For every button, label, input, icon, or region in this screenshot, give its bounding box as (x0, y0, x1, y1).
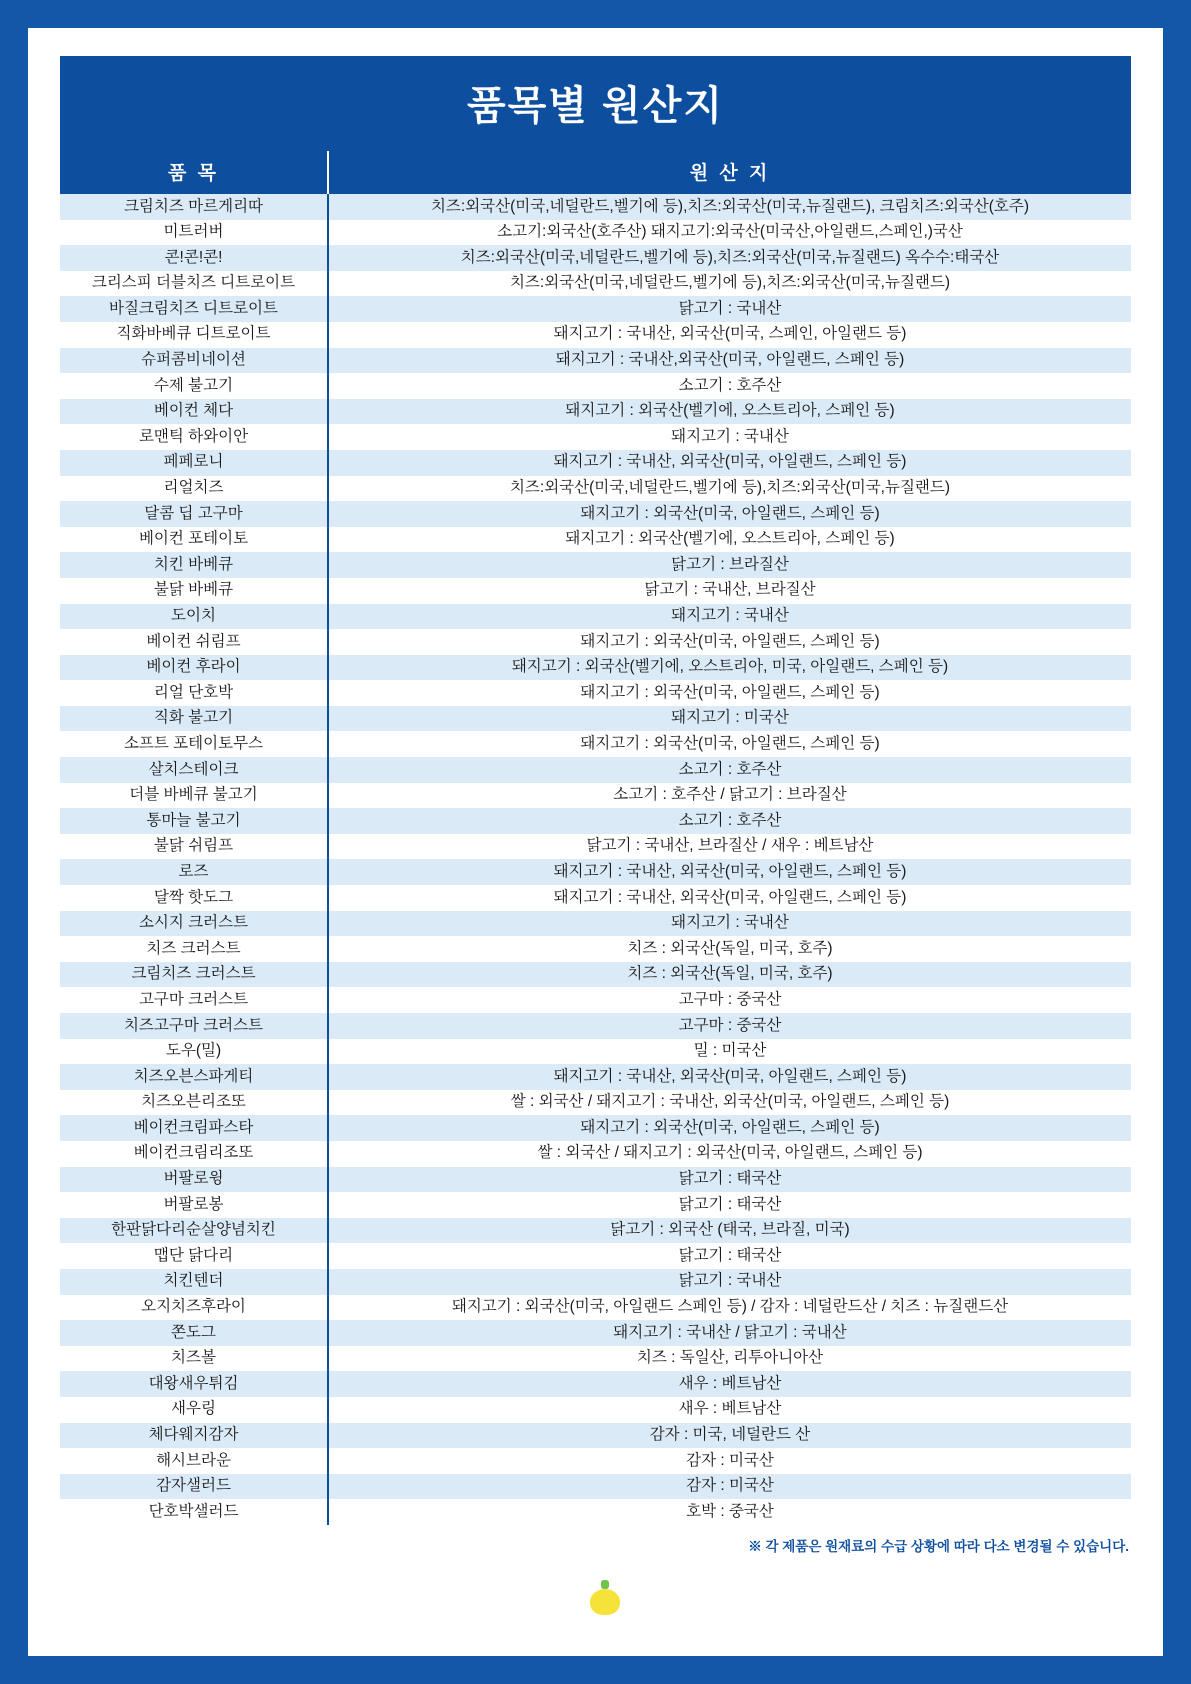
cell-origin: 돼지고기 : 국내산 (328, 911, 1131, 937)
cell-item: 대왕새우튀김 (60, 1371, 328, 1397)
cell-origin: 닭고기 : 국내산 (328, 296, 1131, 322)
cell-item: 도이치 (60, 604, 328, 630)
origin-table (60, 151, 1131, 1525)
table-row (60, 424, 1131, 450)
content-sheet (28, 28, 1163, 1656)
table-row (60, 220, 1131, 246)
cell-origin: 치즈:외국산(미국,네덜란드,벨기에 등),치즈:외국산(미국,뉴질랜드) 옥수수:태국산 (328, 245, 1131, 271)
cell-item: 페페로니 (60, 450, 328, 476)
cell-item: 버팔로윙 (60, 1167, 328, 1193)
cell-item: 달짝 핫도그 (60, 885, 328, 911)
cell-origin: 닭고기 : 브라질산 (328, 552, 1131, 578)
table-row (60, 373, 1131, 399)
table-row (60, 731, 1131, 757)
cell-item: 베이컨 쉬림프 (60, 629, 328, 655)
cell-item: 크리스피 더블치즈 디트로이트 (60, 271, 328, 297)
cell-item: 치즈오븐스파게티 (60, 1064, 328, 1090)
table-row (60, 1039, 1131, 1065)
cell-item: 치즈오븐리조또 (60, 1090, 328, 1116)
table-row (60, 962, 1131, 988)
cell-item: 로맨틱 하와이안 (60, 424, 328, 450)
table-row (60, 450, 1131, 476)
cell-item: 베이컨크림파스타 (60, 1115, 328, 1141)
cell-origin: 돼지고기 : 외국산(벨기에, 오스트리아, 스페인 등) (328, 527, 1131, 553)
table-row (60, 1013, 1131, 1039)
cell-item: 불닭 쉬림프 (60, 834, 328, 860)
cell-origin: 닭고기 : 태국산 (328, 1243, 1131, 1269)
cell-origin: 돼지고기 : 국내산, 외국산(미국, 아일랜드, 스페인 등) (328, 1064, 1131, 1090)
page-title: 품목별 원산지 (60, 56, 1131, 151)
cell-origin: 돼지고기 : 외국산(벨기에, 오스트리아, 스페인 등) (328, 399, 1131, 425)
cell-item: 감자샐러드 (60, 1474, 328, 1500)
cell-item: 치즈 크러스트 (60, 936, 328, 962)
cell-item: 한판닭다리순살양념치킨 (60, 1218, 328, 1244)
table-row (60, 706, 1131, 732)
cell-origin: 돼지고기 : 국내산, 외국산(미국, 스페인, 아일랜드 등) (328, 322, 1131, 348)
table-body (60, 194, 1131, 1525)
table-row (60, 1397, 1131, 1423)
table-row (60, 604, 1131, 630)
table-row (60, 1269, 1131, 1295)
table-row (60, 1474, 1131, 1500)
cell-origin: 돼지고기 : 국내산, 외국산(미국, 아일랜드, 스페인 등) (328, 885, 1131, 911)
table-row (60, 1371, 1131, 1397)
cell-origin: 돼지고기 : 국내산, 외국산(미국, 아일랜드, 스페인 등) (328, 450, 1131, 476)
cell-item: 살치스테이크 (60, 757, 328, 783)
cell-origin: 돼지고기 : 외국산(미국, 아일랜드, 스페인 등) (328, 680, 1131, 706)
table-row (60, 655, 1131, 681)
cell-origin: 닭고기 : 태국산 (328, 1192, 1131, 1218)
table-row (60, 1192, 1131, 1218)
table-row (60, 1295, 1131, 1321)
cell-origin: 고구마 : 중국산 (328, 987, 1131, 1013)
cell-item: 불닭 바베큐 (60, 578, 328, 604)
table-row (60, 501, 1131, 527)
cell-item: 쫀도그 (60, 1320, 328, 1346)
cell-item: 맵단 닭다리 (60, 1243, 328, 1269)
table-row (60, 194, 1131, 220)
cell-origin: 치즈 : 외국산(독일, 미국, 호주) (328, 936, 1131, 962)
cell-item: 새우링 (60, 1397, 328, 1423)
cell-item: 리얼 단호박 (60, 680, 328, 706)
cell-origin: 감자 : 미국산 (328, 1448, 1131, 1474)
cell-item: 수제 불고기 (60, 373, 328, 399)
cell-item: 소프트 포테이토무스 (60, 731, 328, 757)
cell-origin: 돼지고기 : 외국산(미국, 아일랜드, 스페인 등) (328, 501, 1131, 527)
cell-origin: 호박 : 중국산 (328, 1499, 1131, 1525)
cell-item: 크림치즈 마르게리따 (60, 194, 328, 220)
table-row (60, 348, 1131, 374)
table-row (60, 1090, 1131, 1116)
cell-item: 치킨 바베큐 (60, 552, 328, 578)
cell-origin: 돼지고기 : 국내산 / 닭고기 : 국내산 (328, 1320, 1131, 1346)
cell-origin: 돼지고기 : 국내산 (328, 424, 1131, 450)
table-row (60, 527, 1131, 553)
cell-item: 치즈볼 (60, 1346, 328, 1372)
cell-item: 크림치즈 크러스트 (60, 962, 328, 988)
cell-item: 오지치즈후라이 (60, 1295, 328, 1321)
cell-origin: 돼지고기 : 국내산 (328, 604, 1131, 630)
cell-origin: 소고기 : 호주산 (328, 373, 1131, 399)
table-header (60, 151, 1131, 194)
cell-item: 버팔로봉 (60, 1192, 328, 1218)
cell-item: 슈퍼콤비네이션 (60, 348, 328, 374)
cell-item: 해시브라운 (60, 1448, 328, 1474)
table-row (60, 680, 1131, 706)
cell-item: 베이컨 후라이 (60, 655, 328, 681)
cell-origin: 쌀 : 외국산 / 돼지고기 : 외국산(미국, 아일랜드, 스페인 등) (328, 1141, 1131, 1167)
table-row (60, 1064, 1131, 1090)
cell-origin: 새우 : 베트남산 (328, 1397, 1131, 1423)
brand-name: A PIZZA HOUSE (423, 1578, 768, 1635)
table-row (60, 757, 1131, 783)
cell-origin: 치즈:외국산(미국,네덜란드,벨기에 등),치즈:외국산(미국,뉴질랜드) (328, 271, 1131, 297)
table-row (60, 859, 1131, 885)
cell-item: 바질크림치즈 디트로이트 (60, 296, 328, 322)
table-row (60, 1243, 1131, 1269)
brand-logo (0, 1578, 1191, 1658)
cell-item: 로즈 (60, 859, 328, 885)
cell-origin: 쌀 : 외국산 / 돼지고기 : 국내산, 외국산(미국, 아일랜드, 스페인 등) (328, 1090, 1131, 1116)
cell-origin: 돼지고기 : 국내산,외국산(미국, 아일랜드, 스페인 등) (328, 348, 1131, 374)
table-row (60, 1320, 1131, 1346)
cell-item: 베이컨 포테이토 (60, 527, 328, 553)
table-row (60, 1346, 1131, 1372)
cell-origin: 돼지고기 : 외국산(미국, 아일랜드, 스페인 등) (328, 731, 1131, 757)
table-row (60, 987, 1131, 1013)
column-header-origin: 원 산 지 (328, 151, 1131, 194)
cell-origin: 밀 : 미국산 (328, 1039, 1131, 1065)
cell-item: 더블 바베큐 불고기 (60, 783, 328, 809)
footnote: ※ 각 제품은 원재료의 수급 상황에 따라 다소 변경될 수 있습니다. (748, 1538, 1129, 1554)
table-row (60, 936, 1131, 962)
cell-item: 미트러버 (60, 220, 328, 246)
table-row (60, 245, 1131, 271)
cell-item: 도우(밀) (60, 1039, 328, 1065)
cell-origin: 소고기 : 호주산 (328, 808, 1131, 834)
cell-item: 치킨텐더 (60, 1269, 328, 1295)
cell-origin: 소고기 : 호주산 / 닭고기 : 브라질산 (328, 783, 1131, 809)
cell-item: 리얼치즈 (60, 476, 328, 502)
table-header-row (60, 151, 1131, 194)
table-row (60, 1423, 1131, 1449)
cell-origin: 치즈:외국산(미국,네덜란드,벨기에 등),치즈:외국산(미국,뉴질랜드), 크림치즈:외국산(호주) (328, 194, 1131, 220)
table-row (60, 1141, 1131, 1167)
table-row (60, 1115, 1131, 1141)
table-row (60, 399, 1131, 425)
cell-origin: 새우 : 베트남산 (328, 1371, 1131, 1397)
cell-item: 달콤 딥 고구마 (60, 501, 328, 527)
cell-item: 단호박샐러드 (60, 1499, 328, 1525)
cell-item: 치즈고구마 크러스트 (60, 1013, 328, 1039)
cell-item: 베이컨 체다 (60, 399, 328, 425)
cell-item: 콘!콘!콘! (60, 245, 328, 271)
table-row (60, 476, 1131, 502)
cell-item: 베이컨크림리조또 (60, 1141, 328, 1167)
cell-item: 통마늘 불고기 (60, 808, 328, 834)
column-header-item: 품 목 (60, 151, 328, 194)
cell-origin: 감자 : 미국산 (328, 1474, 1131, 1500)
brand-sub: 피자파는집 (556, 1640, 635, 1657)
cell-origin: 소고기 : 호주산 (328, 757, 1131, 783)
table-row (60, 552, 1131, 578)
cell-item: 직화 불고기 (60, 706, 328, 732)
table-row (60, 885, 1131, 911)
cell-origin: 치즈 : 독일산, 리투아니아산 (328, 1346, 1131, 1372)
cell-origin: 닭고기 : 국내산, 브라질산 / 새우 : 베트남산 (328, 834, 1131, 860)
table-row (60, 1448, 1131, 1474)
cell-origin: 닭고기 : 태국산 (328, 1167, 1131, 1193)
cell-origin: 돼지고기 : 미국산 (328, 706, 1131, 732)
table-row (60, 296, 1131, 322)
cell-origin: 닭고기 : 외국산 (태국, 브라질, 미국) (328, 1218, 1131, 1244)
table-row (60, 834, 1131, 860)
cell-origin: 돼지고기 : 외국산(미국, 아일랜드, 스페인 등) (328, 1115, 1131, 1141)
cell-origin: 치즈 : 외국산(독일, 미국, 호주) (328, 962, 1131, 988)
pizza-face-icon (581, 1578, 629, 1626)
table-row (60, 271, 1131, 297)
cell-item: 체다웨지감자 (60, 1423, 328, 1449)
cell-origin: 치즈:외국산(미국,네덜란드,벨기에 등),치즈:외국산(미국,뉴질랜드) (328, 476, 1131, 502)
table-row (60, 322, 1131, 348)
table-row (60, 911, 1131, 937)
table-row (60, 808, 1131, 834)
cell-origin: 닭고기 : 국내산 (328, 1269, 1131, 1295)
cell-origin: 닭고기 : 국내산, 브라질산 (328, 578, 1131, 604)
cell-origin: 돼지고기 : 국내산, 외국산(미국, 아일랜드, 스페인 등) (328, 859, 1131, 885)
table-row (60, 578, 1131, 604)
cell-origin: 고구마 : 중국산 (328, 1013, 1131, 1039)
cell-origin: 감자 : 미국, 네덜란드 산 (328, 1423, 1131, 1449)
cell-item: 직화바베큐 디트로이트 (60, 322, 328, 348)
cell-item: 소시지 크러스트 (60, 911, 328, 937)
cell-origin: 돼지고기 : 외국산(벨기에, 오스트리아, 미국, 아일랜드, 스페인 등) (328, 655, 1131, 681)
cell-origin: 돼지고기 : 외국산(미국, 아일랜드 스페인 등) / 감자 : 네덜란드산 / 치즈 : 뉴질랜드산 (328, 1295, 1131, 1321)
table-row (60, 1167, 1131, 1193)
cell-item: 고구마 크러스트 (60, 987, 328, 1013)
cell-origin: 소고기:외국산(호주산) 돼지고기:외국산(미국산,아일랜드,스페인,)국산 (328, 220, 1131, 246)
table-row (60, 629, 1131, 655)
cell-origin: 돼지고기 : 외국산(미국, 아일랜드, 스페인 등) (328, 629, 1131, 655)
table-row (60, 1218, 1131, 1244)
table-row (60, 1499, 1131, 1525)
table-row (60, 783, 1131, 809)
